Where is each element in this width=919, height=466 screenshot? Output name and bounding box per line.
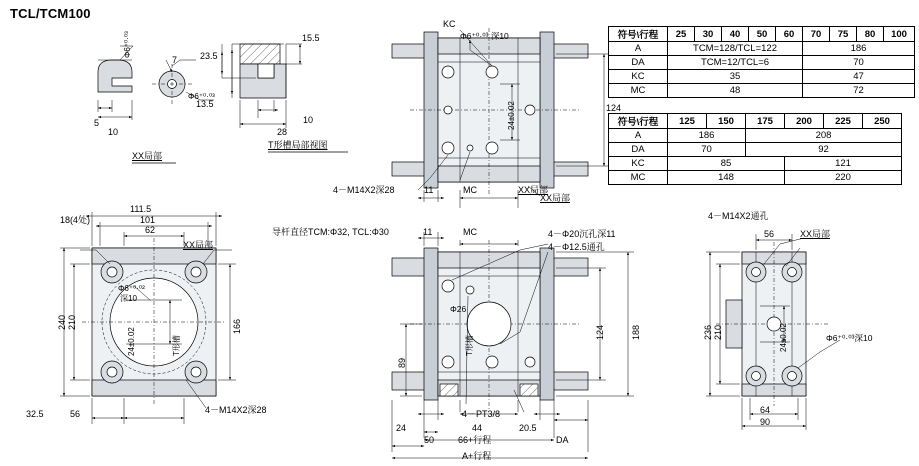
port-4-pt38: 4－PT3/8 [462,409,501,419]
table-cell: TCM=128/TCL=122 [668,42,803,56]
table-header-cell: 125 [668,114,707,129]
dim-24-tol-right: 24±0.02 [779,323,788,352]
guide-rod-label: 导杆直径TCM:Φ32, TCL:Φ30 [272,227,389,237]
table-header-cell: 200 [785,114,824,129]
table-row-label: MC [609,171,668,185]
stroke-table-2 [608,113,902,185]
dim-111-5: 111.5 [130,204,152,214]
table-row [609,42,915,56]
table-cell: 148 [668,171,785,185]
table-cell: 72 [803,84,915,98]
dim-236: 236 [703,324,713,340]
stroke-a-label: A+行程 [462,451,492,461]
phi6-depth10-left-b: 深10 [120,294,137,303]
table-row [609,157,902,171]
table-row [609,143,902,157]
stroke-table-1 [608,26,915,98]
table-cell: 186 [803,42,915,56]
table-cell: 70 [803,56,915,70]
dim-5: 5 [94,118,100,128]
dim-240: 240 [57,314,67,330]
table-cell: 35 [668,70,803,84]
table-header-cell: 60 [776,27,803,42]
table-header-cell: 80 [857,27,884,42]
detail-xx-top-label: XX局部 [132,151,163,161]
dim-210-right: 210 [713,324,723,340]
dim-28: 28 [277,127,288,137]
dim-101: 101 [140,215,156,225]
table-row [609,114,902,129]
phi26-label: Φ26 [450,304,467,314]
phi6-depth10-top-label: Φ6⁺⁰·⁰³ 深10 [460,31,509,41]
dim-24-tol-top: 24±0.02 [507,101,516,130]
kc-label: KC [443,19,456,29]
dim-15-5: 15.5 [302,33,320,43]
t-slot-label-1: T形槽 [172,335,181,356]
stroke-66-label: 66+行程 [458,435,492,445]
table-header-cell: 150 [707,114,746,129]
table-row [609,84,915,98]
label-phi6-tol-a: Φ6⁺⁰·⁰³ [123,31,132,58]
table-header-cell: 225 [824,114,863,129]
table-row-label: KC [609,157,668,171]
dim-124-mid: 124 [595,324,605,340]
dim-188: 188 [631,324,641,340]
bolt-4-m14x2-28-top: 4－M14X2深28 [333,185,395,195]
dim-56-left: 56 [70,409,81,419]
table-row [609,56,915,70]
table-cell: 208 [746,129,902,143]
table-cell: 85 [668,157,785,171]
table-header-cell: 符号\行程 [609,27,668,42]
table-cell: 186 [668,129,746,143]
dim-210: 210 [67,314,77,330]
table-header-cell: 175 [746,114,785,129]
dim-166: 166 [232,318,242,334]
da-label: DA [556,435,569,445]
table-row [609,129,902,143]
table-header-cell: 50 [749,27,776,42]
phi6-depth10-left-a: Φ6⁺⁰·⁰² [118,284,145,293]
table-cell: 121 [785,157,902,171]
detail-xx-4-label: XX局部 [800,229,831,239]
table-cell: 92 [746,143,902,157]
table-row [609,70,915,84]
dim-90: 90 [760,417,771,427]
table-header-cell: 100 [884,27,915,42]
dim-13-5: 13.5 [196,99,214,109]
table-row-label: A [609,42,668,56]
hole-4-phi12-5-through: 4－Φ12.5通孔 [548,242,605,252]
dim-20-5: 20.5 [519,423,537,433]
t-slot-view-label: T形槽局部视图 [268,140,328,150]
detail-xx-1-label: XX局部 [518,185,549,195]
table-row [609,27,915,42]
table-header-cell: 75 [830,27,857,42]
dim-56-right: 56 [764,229,775,239]
table-row-label: KC [609,70,668,84]
dim-24-mid: 24 [396,423,407,433]
table-cell: 47 [803,70,915,84]
page-title: TCL/TCM100 [10,6,91,21]
dim-32-5: 32.5 [26,409,44,419]
dim-124-top: 124 [606,103,622,113]
dim-62: 62 [145,225,156,235]
bolt-4-m14x2-28-bottom: 4－M14X2深28 [205,405,267,415]
table-row [609,171,902,185]
detail-xx-3-label: XX局部 [540,193,571,203]
dim-64: 64 [760,405,771,415]
dim-10-b: 10 [303,115,314,125]
dim-11-top: 11 [424,185,434,195]
table-row-label: MC [609,84,668,98]
bolt-4-m14x2-through: 4－M14X2通孔 [708,211,769,221]
table-row-label: DA [609,56,668,70]
table-cell: 220 [785,171,902,185]
hole-4-phi20-depth11: 4－Φ20沉孔深11 [548,229,616,239]
table-cell: 48 [668,84,803,98]
dim-89: 89 [397,357,407,368]
hole-18-4-label: 18(4处) [60,215,91,225]
table-cell: TCM=12/TCL=6 [668,56,803,70]
table-header-cell: 40 [722,27,749,42]
dim-10-a: 10 [108,127,119,137]
dim-11-mid: 11 [423,227,433,237]
phi6-depth10-right: Φ6⁺⁰·⁰³深10 [826,333,873,343]
mc-label-2: MC [463,227,477,237]
detail-xx-2-label: XX局部 [183,240,214,250]
table-row-label: A [609,129,668,143]
dim-7: 7 [172,55,178,65]
table-cell: 70 [668,143,746,157]
dim-44: 44 [472,423,483,433]
dim-23-5: 23.5 [200,51,218,61]
mc-label-1: MC [463,185,477,195]
table-row-label: DA [609,143,668,157]
dim-24-tol-left: 24±0.02 [127,327,136,356]
table-header-cell: 250 [863,114,902,129]
label-phi6-tol-b: Φ6⁺⁰·⁰³ [188,92,215,101]
table-header-cell: 70 [803,27,830,42]
table-header-cell: 25 [668,27,695,42]
table-header-cell: 符号\行程 [609,114,668,129]
dim-50: 50 [424,435,435,445]
table-header-cell: 30 [695,27,722,42]
t-slot-label-2: T形槽 [465,335,474,356]
